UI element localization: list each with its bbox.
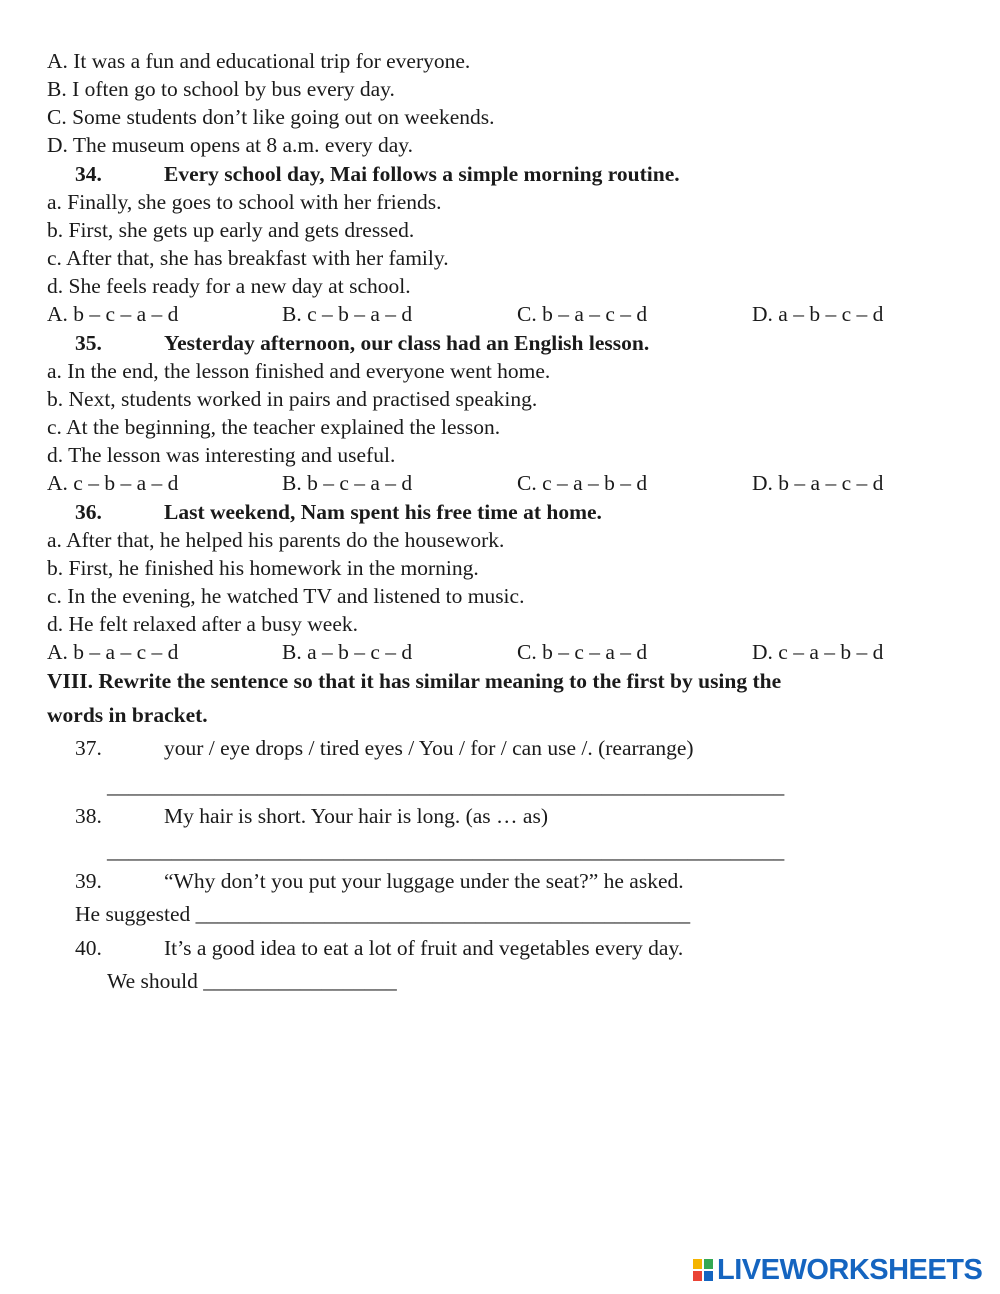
q35-option-b[interactable]: B. b – c – a – d	[282, 471, 413, 495]
prev-option-b: B. I often go to school by bus every day.	[47, 77, 395, 101]
q35-line-a: a. In the end, the lesson finished and everyone went home.	[47, 359, 551, 383]
q36-line-c: c. In the evening, he watched TV and listened to music.	[47, 584, 525, 608]
q36-option-a[interactable]: A. b – a – c – d	[47, 640, 179, 664]
q36-line-d: d. He felt relaxed after a busy week.	[47, 612, 359, 636]
q35-line-d: d. The lesson was interesting and useful.	[47, 443, 396, 467]
q35-line-c: c. At the beginning, the teacher explained the lesson.	[47, 415, 501, 439]
q34-line-a: a. Finally, she goes to school with her friends.	[47, 190, 442, 214]
q34-option-b[interactable]: B. c – b – a – d	[282, 302, 413, 326]
q34-options	[47, 300, 947, 328]
logo-text: LIVEWORKSHEETS	[717, 1254, 983, 1286]
q36-option-c[interactable]: C. b – c – a – d	[517, 640, 648, 664]
question-text: My hair is short. Your hair is long. (as … as)	[164, 804, 548, 828]
question-text: your / eye drops / tired eyes / You / for / can use /. (rearrange)	[164, 736, 694, 760]
section-8-heading	[47, 664, 927, 732]
question-number: 36.	[75, 500, 102, 524]
question-number: 38.	[75, 804, 102, 828]
question-text: Yesterday afternoon, our class had an English lesson.	[164, 331, 650, 355]
liveworksheets-logo	[693, 1255, 993, 1285]
question-text: “Why don’t you put your luggage under the seat?” he asked.	[164, 869, 684, 893]
question-text: Every school day, Mai follows a simple morning routine.	[164, 162, 680, 186]
q37-answer-line[interactable]: _______________________________________________________________	[107, 774, 785, 798]
logo-mark-icon	[693, 1259, 713, 1281]
section-heading-line: VIII. Rewrite the sentence so that it has similar meaning to the first by using the	[47, 669, 782, 693]
prev-option-a: A. It was a fun and educational trip for everyone.	[47, 49, 471, 73]
q35-option-d[interactable]: D. b – a – c – d	[752, 471, 884, 495]
q34-option-c[interactable]: C. b – a – c – d	[517, 302, 648, 326]
q38-answer-line[interactable]: _______________________________________________________________	[107, 839, 785, 863]
q34-option-a[interactable]: A. b – c – a – d	[47, 302, 179, 326]
question-number: 39.	[75, 869, 102, 893]
q35-options	[47, 469, 947, 497]
q36-line-a: a. After that, he helped his parents do the housework.	[47, 528, 505, 552]
q35-line-b: b. Next, students worked in pairs and practised speaking.	[47, 387, 538, 411]
prev-option-c: C. Some students don’t like going out on weekends.	[47, 105, 495, 129]
q34-line-c: c. After that, she has breakfast with her family.	[47, 246, 449, 270]
prev-option-d: D. The museum opens at 8 a.m. every day.	[47, 133, 414, 157]
q36-option-b[interactable]: B. a – b – c – d	[282, 640, 413, 664]
q40-answer-line[interactable]: We should __________________	[107, 969, 397, 993]
q34-line-d: d. She feels ready for a new day at school.	[47, 274, 411, 298]
q35-option-c[interactable]: C. c – a – b – d	[517, 471, 648, 495]
q34-option-d[interactable]: D. a – b – c – d	[752, 302, 884, 326]
q35-option-a[interactable]: A. c – b – a – d	[47, 471, 179, 495]
question-text: It’s a good idea to eat a lot of fruit and vegetables every day.	[164, 936, 684, 960]
section-heading-line: words in bracket.	[47, 703, 208, 727]
q36-line-b: b. First, he finished his homework in the morning.	[47, 556, 479, 580]
question-text: Last weekend, Nam spent his free time at home.	[164, 500, 602, 524]
q36-option-d[interactable]: D. c – a – b – d	[752, 640, 884, 664]
question-number: 35.	[75, 331, 102, 355]
q39-answer-line[interactable]: He suggested ______________________________________________	[75, 902, 691, 926]
question-number: 37.	[75, 736, 102, 760]
question-number: 34.	[75, 162, 102, 186]
question-number: 40.	[75, 936, 102, 960]
q34-line-b: b. First, she gets up early and gets dressed.	[47, 218, 415, 242]
q36-options	[47, 638, 947, 666]
